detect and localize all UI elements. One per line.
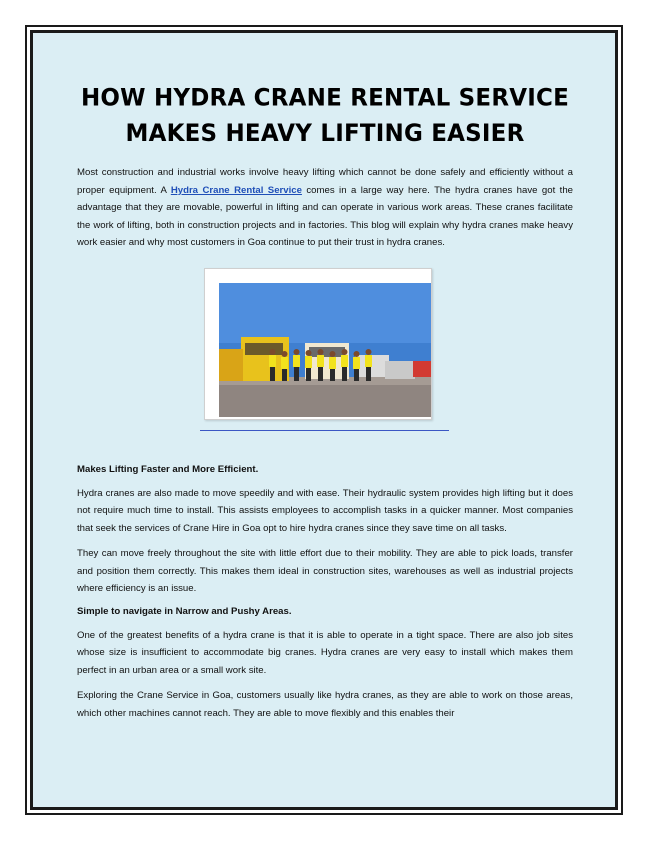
- section-heading-navigate: Simple to navigate in Narrow and Pushy Areas.: [77, 605, 292, 617]
- paragraph-lifting-1: Hydra cranes are also made to move speedily and with ease. Their hydraulic system provides high lifting but it does not require much time to install. This assists employees to accomplish tasks in a quicker manner. Most companies that seek the services of Crane Hire in Goa opt to hire hydra cranes since they save time on all tasks.: [77, 487, 573, 534]
- figure: [77, 260, 573, 440]
- paragraph-lifting-2: They can move freely throughout the site with little effort due to their mobility. They are able to pick loads, transfer and position them correctly. This makes them ideal in construction sites, warehouses as well as industrial projects where efficiency is an issue.: [77, 548, 573, 594]
- title-line-2: MAKES HEAVY LIFTING EASIER: [125, 120, 525, 148]
- document-body: [77, 82, 573, 730]
- intro-text-end: comes in a large way here. The hydra cranes have got the advantage that they are movable, powerful in lifting and can operate in various work areas. These cranes facilitate the work of lifting, both in construction projects and in factories. This blog will explain why hydra cranes make heavy work easier and why most customers in Goa continue to put their trust in hydra cranes.: [77, 184, 574, 248]
- crane-team-photo: [204, 268, 432, 420]
- paragraph-navigate-2: Exploring the Crane Service in Goa, customers usually like hydra cranes, as they are able to work on those areas, which other machines cannot reach. They are able to move flexibly and this enables their: [77, 690, 573, 719]
- intro-text-start: Most construction and industrial works involve heavy lifting which cannot be done safely and efficiently without a proper equipment. A: [77, 167, 573, 196]
- image-underline: [200, 430, 449, 431]
- document-title: [77, 80, 573, 151]
- paragraph-navigate-1: One of the greatest benefits of a hydra crane is that it is able to operate in a tight space. There are also job sites whose size is insufficient to accommodate big cranes. Hydra cranes are very easy to install which makes them perfect in an urban area or a small work site.: [77, 629, 573, 676]
- section-heading-lifting: Makes Lifting Faster and More Efficient.: [77, 463, 259, 475]
- title-line-1: HOW HYDRA CRANE RENTAL SERVICE: [80, 84, 570, 112]
- hydra-crane-rental-link[interactable]: Hydra Crane Rental Service: [170, 184, 302, 196]
- intro-paragraph: [77, 164, 573, 252]
